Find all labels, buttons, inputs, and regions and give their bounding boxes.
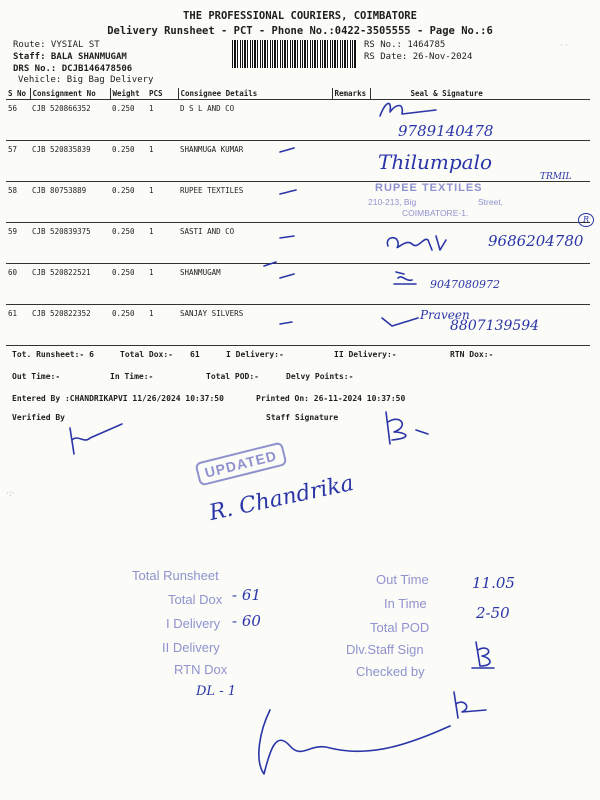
signature-row-61-name: Praveen	[420, 308, 470, 322]
cell-consignment: CJB 520866352	[30, 100, 110, 141]
bleed-through: · ·	[560, 40, 569, 50]
cell-pcs: 1	[147, 305, 178, 346]
table-row	[6, 100, 590, 141]
cell-weight: 0.250	[110, 182, 147, 223]
i-delivery: I Delivery:-	[226, 350, 284, 359]
stamp-i-delivery: I Delivery	[166, 616, 221, 631]
cell-consignment: CJB 520822352	[30, 305, 110, 346]
staff-signature	[380, 408, 430, 448]
signature-row-57: Thilumpalo	[378, 150, 493, 174]
circled-mark: R	[578, 213, 594, 227]
cell-sno: 56	[6, 100, 30, 141]
cell-pcs: 1	[147, 182, 178, 223]
updated-stamp: UPDATED	[194, 442, 287, 487]
col-seal-signature: Seal & Signature	[370, 88, 590, 100]
stamp-in-time-value: 2-50	[476, 604, 510, 622]
stamp-rtn-dox-value: DL - 1	[196, 684, 236, 699]
stamp-total-pod: Total POD	[370, 620, 430, 635]
verified-by: Verified By	[12, 413, 65, 422]
cell-weight: 0.250	[110, 141, 147, 182]
tick-marks	[280, 142, 500, 332]
phone-row-60: 9047080972	[430, 278, 500, 291]
col-remarks: Remarks	[332, 88, 370, 100]
barcode	[232, 40, 356, 68]
col-sno: S No	[6, 88, 30, 100]
rs-date: RS Date: 26-Nov-2024	[364, 52, 473, 62]
updated-signature: R. Chandrika	[207, 470, 356, 527]
cell-consignee: SASTI AND CO	[178, 223, 332, 264]
dlv-staff-signature	[470, 640, 498, 670]
cell-consignment: CJB 520822521	[30, 264, 110, 305]
stamp-dlv-staff-sign: Dlv.Staff Sign	[346, 642, 424, 657]
staff-label: Staff: BALA SHANMUGAM	[13, 52, 127, 62]
phone-row-56: 9789140478	[398, 122, 494, 140]
cell-sno: 58	[6, 182, 30, 223]
cell-weight: 0.250	[110, 305, 147, 346]
in-time: In Time:-	[110, 372, 154, 381]
printed-on: Printed On: 26-11-2024 10:37:50	[256, 394, 406, 403]
ii-delivery: II Delivery:-	[334, 350, 397, 359]
rs-number: RS No.: 1464785	[364, 40, 446, 50]
stamp-in-time: In Time	[384, 596, 427, 611]
cell-pcs: 1	[147, 100, 178, 141]
cell-sno: 61	[6, 305, 30, 346]
stamp-address-1: 210-213, Big	[368, 197, 417, 207]
col-pcs: PCS	[147, 88, 178, 100]
cell-consignee: D S L AND CO	[178, 100, 332, 141]
stamp-total-runsheet: Total Runsheet	[132, 568, 219, 583]
cell-consignee: RUPEE TEXTILES	[178, 182, 332, 223]
total-pod: Total POD:-	[206, 372, 259, 381]
verified-signature	[66, 424, 126, 458]
total-dox-value: 61	[190, 350, 200, 359]
stray-mark: ·:·	[6, 488, 15, 498]
col-weight: Weight	[110, 88, 147, 100]
stamp-address-3: COIMBATORE-1.	[402, 208, 469, 218]
cell-consignment: CJB 520839375	[30, 223, 110, 264]
cell-sno: 57	[6, 141, 30, 182]
col-consignment: Consignment No	[30, 88, 110, 100]
total-dox-label: Total Dox:-	[120, 350, 173, 359]
stamp-i-delivery-value: - 60	[232, 612, 261, 630]
cell-consignee: SHANMUGAM	[178, 264, 332, 305]
stamp-total-dox-value: - 61	[232, 586, 261, 604]
out-time: Out Time:-	[12, 372, 61, 381]
cell-weight: 0.250	[110, 223, 147, 264]
stamp-out-time: Out Time	[376, 572, 429, 587]
cell-consignment: CJB 520835839	[30, 141, 110, 182]
rupee-textiles-stamp: RUPEE TEXTILES	[375, 182, 483, 194]
stamp-ii-delivery: II Delivery	[162, 640, 220, 655]
cell-sno: 60	[6, 264, 30, 305]
stamp-total-dox: Total Dox	[168, 592, 223, 607]
cell-remarks	[332, 100, 370, 141]
delvy-points: Delvy Points:-	[286, 372, 354, 381]
bottom-signature	[250, 690, 490, 782]
signature-row-56	[378, 98, 438, 124]
phone-row-59: 9686204780	[488, 232, 584, 250]
cell-pcs: 1	[147, 264, 178, 305]
stamp-checked-by: Checked by	[356, 664, 425, 679]
cell-pcs: 1	[147, 141, 178, 182]
entered-by: Entered By :CHANDRIKAPVI 11/26/2024 10:37:50	[12, 394, 224, 403]
total-runsheet: Tot. Runsheet:- 6	[12, 350, 94, 359]
signature-row-57-note: TRMIL	[540, 172, 572, 182]
cell-consignee: SHANMUGA KUMAR	[178, 141, 332, 182]
phone-row-61: 8807139594	[450, 318, 540, 334]
runsheet-subtitle: Delivery Runsheet - PCT - Phone No.:0422-3505555 - Page No.:6	[107, 25, 493, 37]
vehicle-label: Vehicle: Big Bag Delivery	[18, 75, 154, 85]
col-consignee: Consignee Details	[178, 88, 332, 100]
rtn-dox: RTN Dox:-	[450, 350, 494, 359]
drs-number: DRS No.: DCJB146478506	[13, 64, 133, 74]
company-title: THE PROFESSIONAL COURIERS, COIMBATORE	[183, 10, 417, 22]
cell-weight: 0.250	[110, 264, 147, 305]
cell-pcs: 1	[147, 223, 178, 264]
stamp-rtn-dox: RTN Dox	[174, 662, 228, 677]
cell-sno: 59	[6, 223, 30, 264]
route-label: Route: VYSIAL ST	[13, 40, 100, 50]
table-header-row	[6, 88, 590, 100]
stamp-out-time-value: 11.05	[472, 574, 515, 592]
cell-consignment: CJB 80753889	[30, 182, 110, 223]
staff-signature-label: Staff Signature	[266, 413, 339, 422]
cell-consignee: SANJAY SILVERS	[178, 305, 332, 346]
stamp-address-2: Street,	[478, 197, 504, 207]
cell-weight: 0.250	[110, 100, 147, 141]
